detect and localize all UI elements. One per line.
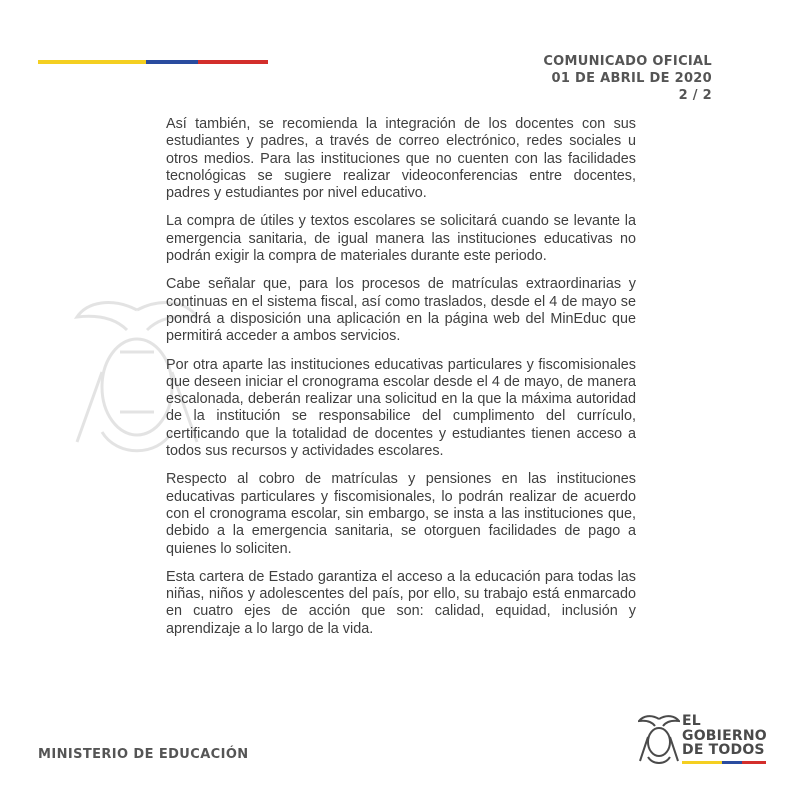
document-title: COMUNICADO OFICIAL bbox=[543, 54, 712, 69]
coat-of-arms-icon bbox=[638, 713, 680, 767]
gobierno-logo bbox=[638, 713, 768, 769]
flag-bar-yellow bbox=[38, 60, 146, 64]
logo-flag-bar bbox=[682, 761, 766, 764]
paragraph: Esta cartera de Estado garantiza el acceso a la educación para todas las niñas, niños y adolescentes del país, por ello, su trabajo está enmarcado en cuatro ejes de acción que son: calidad, equidad, inclusión y aprendizaje a lo largo de la vida. bbox=[166, 568, 636, 637]
logo-bar-red bbox=[742, 761, 766, 764]
paragraph: Respecto al cobro de matrículas y pensiones en las instituciones educativas particulares y fiscomisionales, lo podrán realizar de acuerdo con el cronograma escolar, sin embargo, se insta a las instituciones que, debido a la emergencia sanitaria, se otorguen facilidades de pago a quienes lo soliciten. bbox=[166, 471, 636, 557]
flag-bar-red bbox=[198, 60, 268, 64]
paragraph: La compra de útiles y textos escolares se solicitará cuando se levante la emergencia sanitaria, de igual manera las instituciones educativas no podrán exigir la compra de materiales durante este periodo. bbox=[166, 213, 636, 265]
document-body bbox=[166, 116, 636, 649]
paragraph: Así también, se recomienda la integración de los docentes con sus estudiantes y padres, a través de correo electrónico, redes sociales u otros medios. Para las instituciones que no cuenten con las facilidades tecnológicas se sugiere realizar videoconferencias entre docentes, padres y estudiantes por nivel educativo. bbox=[166, 116, 636, 202]
logo-bar-yellow bbox=[682, 761, 722, 764]
flag-color-bar bbox=[38, 60, 268, 64]
ministry-name: MINISTERIO DE EDUCACIÓN bbox=[38, 747, 249, 762]
logo-wordmark bbox=[682, 714, 767, 758]
document-header bbox=[543, 53, 712, 104]
logo-line-2: GOBIERNO bbox=[682, 727, 767, 744]
logo-line-1: EL bbox=[682, 713, 701, 729]
page-number: 2 / 2 bbox=[678, 88, 712, 103]
logo-line-3: DE TODOS bbox=[682, 742, 765, 758]
flag-bar-blue bbox=[146, 60, 198, 64]
paragraph: Por otra aparte las instituciones educativas particulares y fiscomisionales que deseen iniciar el cronograma escolar desde el 4 de mayo, de manera escalonada, deberán realizar una solicitud en la que la máxima autoridad de la institución se responsabilice del cumplimento del currículo, certificando que la totalidad de docentes y estudiantes tienen acceso a todos sus recursos y actividades escolares. bbox=[166, 356, 636, 460]
logo-bar-blue bbox=[722, 761, 742, 764]
document-date: 01 DE ABRIL DE 2020 bbox=[551, 71, 712, 86]
paragraph: Cabe señalar que, para los procesos de matrículas extraordinarias y continuas en el sistema fiscal, así como traslados, desde el 4 de mayo se pondrá a disposición una aplicación en la página web del MinEduc que permitirá acceder a ambos servicios. bbox=[166, 276, 636, 345]
